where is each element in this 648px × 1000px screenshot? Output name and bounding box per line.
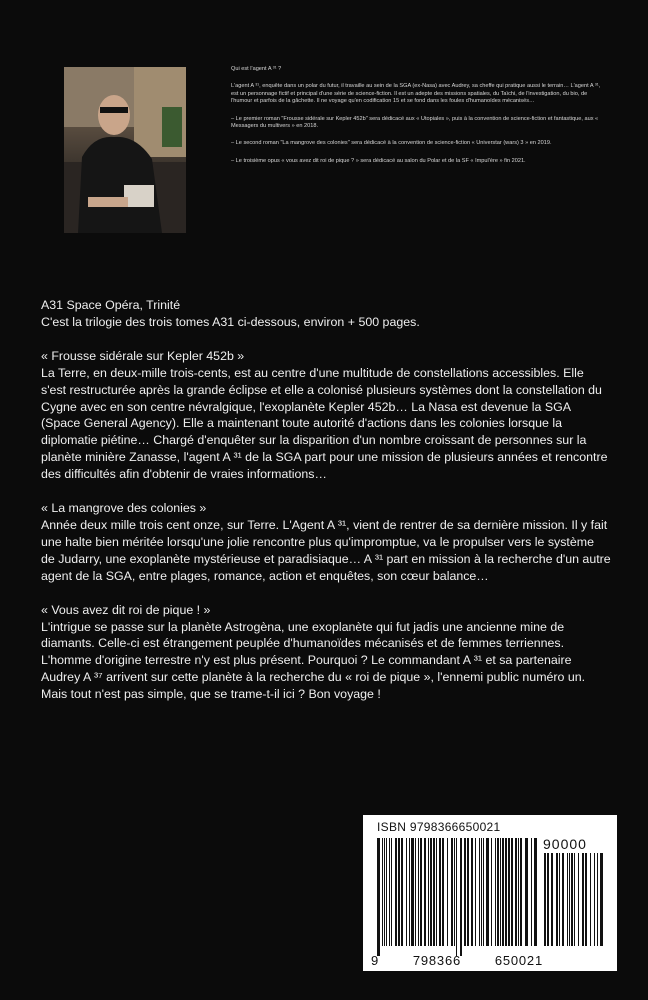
barcode-bar xyxy=(479,838,480,946)
barcode-bar xyxy=(562,853,564,946)
barcode-bar xyxy=(486,838,489,946)
barcode-bar xyxy=(582,853,584,946)
ean-barcode-bars xyxy=(377,838,539,956)
barcode-bar xyxy=(395,838,397,946)
barcode-bar xyxy=(377,838,380,956)
barcode-bar xyxy=(590,853,591,946)
ean-digit-group-2: 650021 xyxy=(494,953,543,968)
barcode-bar xyxy=(481,838,482,946)
book1-text: La Terre, en deux-mille trois-cents, est au centre d'une multitude de constellations accessibles. Elle s'est restructurée après la grande éclipse et elle a colonisé plusieurs systèmes dont la constellation du Cygne avec en son centre névralgique, l'exoplanète Kepler 452b… La Nasa est devenue la SGA (Space General Agency). Elle a maintenant toute autorité d'actions dans les colonies lorsque la diplomatie piétine… Chargé d'enquêter sur la disparition d'un nombre croissant de personnes sur la planète minière Zanasse, l'agent A ³¹ de la SGA part pour une mission de plusieurs années et rencontre des difficultés afin d'obtenir de vraies informations… xyxy=(41,365,608,482)
price-code: 90000 xyxy=(543,836,587,852)
isbn-barcode xyxy=(363,815,617,971)
ean-first-digit: 9 xyxy=(371,953,380,968)
barcode-bar xyxy=(411,838,414,946)
barcode-bar xyxy=(464,838,466,946)
barcode-bar xyxy=(415,838,416,946)
barcode-bar xyxy=(597,853,598,946)
barcode-bar xyxy=(505,838,507,946)
barcode-bar xyxy=(531,838,532,946)
bio-title: Qui est l'agent A ³¹ ? xyxy=(231,66,282,72)
barcode-bar xyxy=(571,853,573,946)
book2-text: Année deux mille trois cent onze, sur Terre. L'Agent A ³¹, vient de rentrer de sa dernière mission. Il y fait une halte bien méritée lorsqu'une jolie rencontre plus qu'impromptue, va le propulser vers le système de Judarry, une exoplanète mystérieuse et paradisiaque… A ³¹ part en mission à la recherche d'un autre agent de la SGA, entre plages, romance, action et enquêtes, son cœur balance… xyxy=(41,517,611,583)
book1-title: « Frousse sidérale sur Kepler 452b » xyxy=(41,348,245,363)
barcode-bar xyxy=(398,838,400,946)
barcode-bar xyxy=(578,853,579,946)
barcode-bar xyxy=(471,838,473,946)
barcode-bar xyxy=(454,838,455,946)
barcode-bar xyxy=(382,838,383,946)
barcode-bar xyxy=(585,853,587,946)
barcode-bar xyxy=(439,838,441,946)
barcode-bar xyxy=(428,838,429,946)
trilogy-subheading: C'est la trilogie des trois tomes A31 ci-dessous, environ + 500 pages. xyxy=(41,314,420,329)
barcode-bar xyxy=(460,838,462,956)
barcode-bar xyxy=(559,853,560,946)
barcode-bar xyxy=(386,838,387,946)
barcode-bar xyxy=(391,838,392,946)
barcode-bar xyxy=(520,838,522,946)
barcode-bar xyxy=(456,838,457,956)
barcode-bar xyxy=(600,853,603,946)
barcode-bar xyxy=(551,853,553,946)
bio-intro: L'agent A ³¹, enquête dans un polar du futur, il travaille au sein de la SGA (ex-Nasa) avec Audrey, sa cheffe qui pratique aussi le terrain… L'agent A ³¹, est un personnage fictif et principal d'une série de science-fiction. Il est un adepte des missions spatiales, du Taïchi, de l'investigation, du bio, de l'humour et parfois de la gâchette. Il ne voyage qu'en codification 15 et se fond dans les foules d'humanoïdes mécanisés… xyxy=(231,83,601,105)
barcode-bar xyxy=(567,853,568,946)
barcode-bar xyxy=(497,838,499,946)
ean-digit-group-1: 798366 xyxy=(412,953,462,968)
barcode-bar xyxy=(433,838,435,946)
barcode-bar xyxy=(594,853,595,946)
barcode-bar xyxy=(475,838,476,946)
back-cover-text xyxy=(41,297,611,703)
barcode-bar xyxy=(451,838,453,946)
barcode-bar xyxy=(406,838,407,946)
barcode-bar xyxy=(430,838,432,946)
barcode-bar xyxy=(508,838,510,946)
barcode-bar xyxy=(547,853,549,946)
barcode-bar xyxy=(491,838,492,946)
barcode-bar xyxy=(418,838,419,946)
barcode-bar xyxy=(534,838,537,946)
barcode-bar xyxy=(409,838,410,946)
author-photo xyxy=(64,67,186,233)
barcode-bar xyxy=(436,838,437,946)
barcode-bar xyxy=(574,853,575,946)
bio-note-1: – Le premier roman "Frousse sidérale sur Kepler 452b" sera dédicacé aux « Utopiales », puis à la convention de science-fiction et fantastique, aux « Messagers du multivers » en 2018. xyxy=(231,115,599,130)
barcode-bar xyxy=(515,838,517,946)
barcode-bar xyxy=(483,838,484,946)
isbn-label: ISBN 9798366650021 xyxy=(377,820,501,834)
barcode-bar xyxy=(467,838,469,946)
barcode-bar xyxy=(569,853,570,946)
barcode-bar xyxy=(500,838,501,946)
bio-note-3: – Le troisième opus « vous avez dit roi de pique ? » sera dédicacé au salon du Polar et de la SF « Impul'ère » fin 2021. xyxy=(231,157,526,164)
ean-digits xyxy=(371,953,543,968)
barcode-bar xyxy=(389,838,390,946)
barcode-bar xyxy=(525,838,528,946)
barcode-bar xyxy=(401,838,403,946)
author-bio xyxy=(231,66,603,171)
barcode-bar xyxy=(442,838,444,946)
barcode-bar xyxy=(511,838,513,946)
barcode-bar xyxy=(556,853,558,946)
barcode-bar xyxy=(544,853,546,946)
barcode-bar xyxy=(495,838,496,946)
barcode-bar xyxy=(447,838,448,946)
barcode-bar xyxy=(424,838,426,946)
book3-title: « Vous avez dit roi de pique ! » xyxy=(41,602,211,617)
book3-text: L'intrigue se passe sur la planète Astrogèna, une exoplanète qui fut jadis une ancienne mine de diamants. Celle-ci est étrangement peuplée d'humanoïdes mécanisés et de femmes terriennes. L'homme d'origine terrestre n'y est plus présent. Pourquoi ? Le commandant A ³¹ et sa partenaire Audrey A ³⁷ arrivent sur cette planète à la recherche du « roi de pique », l'ennemi public numéro un. Mais tout n'est pas simple, que se trame-t-il ici ? Bon voyage ! xyxy=(41,619,586,702)
barcode-bar xyxy=(420,838,422,946)
trilogy-heading: A31 Space Opéra, Trinité xyxy=(41,298,181,312)
barcode-bar xyxy=(518,838,519,946)
bio-note-2: – Le second roman "La mangrove des colonies" sera dédicacé à la convention de science-fiction « Universtar (wars) 3 » en 2019. xyxy=(231,140,552,147)
price-barcode-bars xyxy=(544,853,605,956)
barcode-bar xyxy=(502,838,504,946)
book2-title: « La mangrove des colonies » xyxy=(41,501,207,516)
barcode-bar xyxy=(384,838,385,946)
